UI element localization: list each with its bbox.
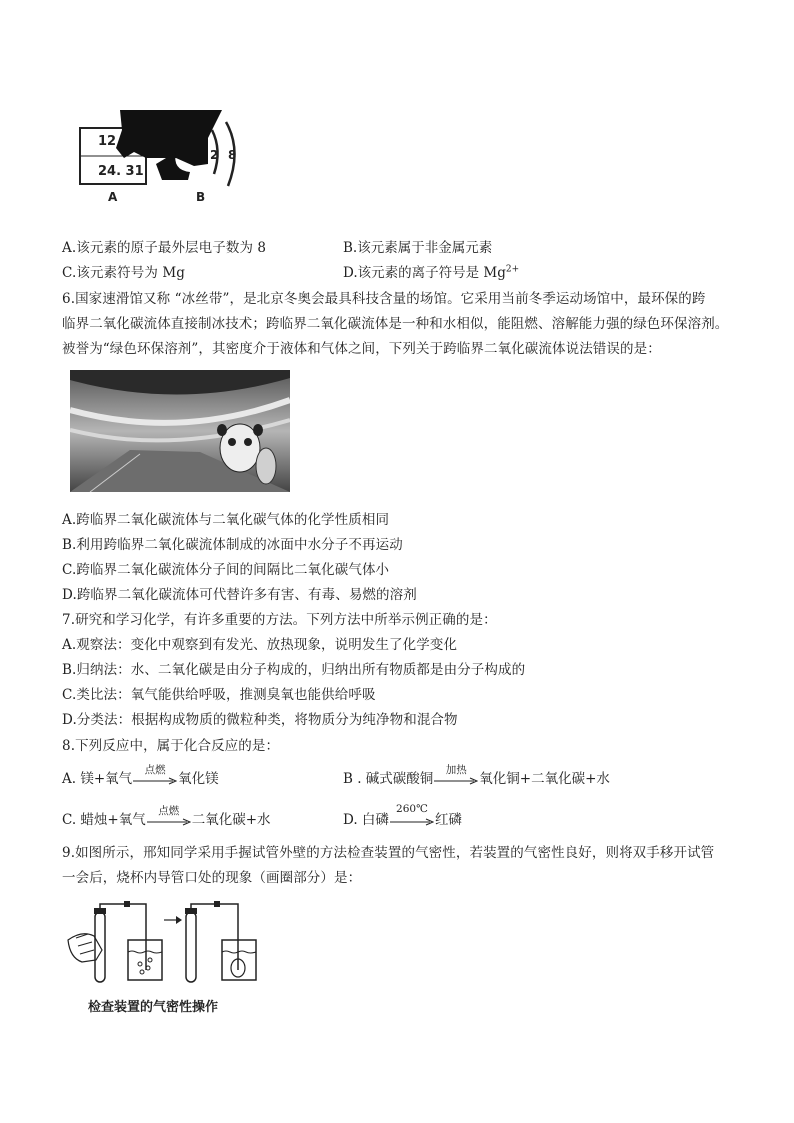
reaction-arrow-icon: [133, 777, 177, 785]
q8-d-arrow: [390, 802, 434, 828]
q7-option-a: A.观察法：变化中观察到有发光、放热现象，说明发生了化学变化: [62, 637, 458, 653]
reaction-arrow-icon: [434, 777, 478, 785]
q8-a-reactants: A. 镁+氧气: [62, 771, 133, 787]
q8-option-b: [343, 763, 610, 787]
element-structure-diagram: [76, 108, 246, 208]
q8-d-condition: 260℃: [396, 802, 428, 815]
q9-figure-caption: 检查装置的气密性操作: [88, 1000, 219, 1015]
reaction-arrow-icon: [390, 818, 434, 826]
reaction-arrow-icon: [147, 818, 191, 826]
q8-d-reactants: D. 白磷: [343, 812, 389, 828]
q8-b-products: 氧化铜+二氧化碳+水: [479, 771, 610, 787]
shell-electron-count-8: 8: [228, 148, 237, 162]
airtightness-check-figure: [62, 900, 272, 990]
q8-c-products: 二氧化碳+水: [191, 812, 271, 828]
q8-option-c: [62, 804, 271, 828]
figure-label-b: B: [196, 190, 206, 204]
q6-option-c: C.跨临界二氧化碳流体分子间的间隔比二氧化碳气体小: [62, 562, 390, 578]
q7-option-c: C.类比法：氧气能供给呼吸，推测臭氧也能供给呼吸: [62, 687, 376, 703]
q5-option-d-charge: 2+: [505, 264, 520, 275]
q6-option-d: D.跨临界二氧化碳流体可代替许多有害、有毒、易燃的溶剂: [62, 587, 417, 603]
q5-option-c: C.该元素符号为 Mg: [62, 265, 185, 281]
q6-option-a: A.跨临界二氧化碳流体与二氧化碳气体的化学性质相同: [62, 512, 390, 528]
shell-electron-count-2: 2: [210, 148, 219, 162]
q8-stem: 8.下列反应中，属于化合反应的是：: [62, 738, 280, 754]
q8-b-reactants: B . 碱式碳酸铜: [343, 771, 434, 787]
q8-option-a: [62, 763, 219, 787]
q8-a-arrow: [133, 763, 177, 787]
element-figure: [76, 108, 246, 208]
element-atomic-mass: 24. 31: [98, 164, 144, 179]
q5-option-b: B.该元素属于非金属元素: [343, 240, 493, 256]
q9-stem-line-2: 一会后，烧杯内导管口处的现象（画圈部分）是：: [62, 870, 362, 886]
q8-a-products: 氧化镁: [178, 771, 219, 787]
q7-stem: 7.研究和学习化学，有许多重要的方法。下列方法中所举示例正确的是：: [62, 612, 497, 628]
speed-skating-oval-photo: [70, 370, 290, 492]
q8-c-arrow: [147, 804, 191, 828]
q8-c-condition: 点燃: [158, 804, 180, 817]
q9-stem-line-1: 9.如图所示，邢知同学采用手握试管外壁的方法检查装置的气密性，若装置的气密性良好，则将双手移开试管: [62, 845, 715, 861]
q5-option-a: A.该元素的原子最外层电子数为 8: [62, 240, 267, 256]
element-atomic-number: 12: [98, 134, 117, 149]
q7-option-d: D.分类法：根据构成物质的微粒种类，将物质分为纯净物和混合物: [62, 712, 458, 728]
q6-stem-line-2: 临界二氧化碳流体直接制冰技术；跨临界二氧化碳流体是一种和水相似，能阻燃、溶解能力强的绿色环保溶剂。: [62, 316, 729, 332]
q7-option-b: B.归纳法：水、二氧化碳是由分子构成的，归纳出所有物质都是由分子构成的: [62, 662, 526, 678]
q8-c-reactants: C. 蜡烛+氧气: [62, 812, 146, 828]
q8-b-arrow: [434, 763, 478, 787]
q8-d-products: 红磷: [434, 812, 462, 828]
q5-option-d: [343, 261, 519, 281]
q6-option-b: B.利用跨临界二氧化碳流体制成的冰面中水分子不再运动: [62, 537, 403, 553]
q5-option-d-text: D.该元素的离子符号是 Mg: [343, 265, 506, 281]
q6-stem-line-3: 被誉为“绿色环保溶剂”，其密度介于液体和气体之间，下列关于跨临界二氧化碳流体说法错误的是：: [62, 341, 661, 357]
q8-option-d: [343, 802, 462, 828]
q8-b-condition: 加热: [445, 763, 467, 776]
airtightness-apparatus-diagram: [62, 900, 272, 990]
figure-label-a: A: [108, 190, 118, 204]
q6-stem-line-1: 6.国家速滑馆又称 “冰丝带”，是北京冬奥会最具科技含量的场馆。它采用当前冬季运动场馆中，最环保的跨: [62, 291, 706, 307]
q8-a-condition: 点燃: [144, 763, 166, 776]
